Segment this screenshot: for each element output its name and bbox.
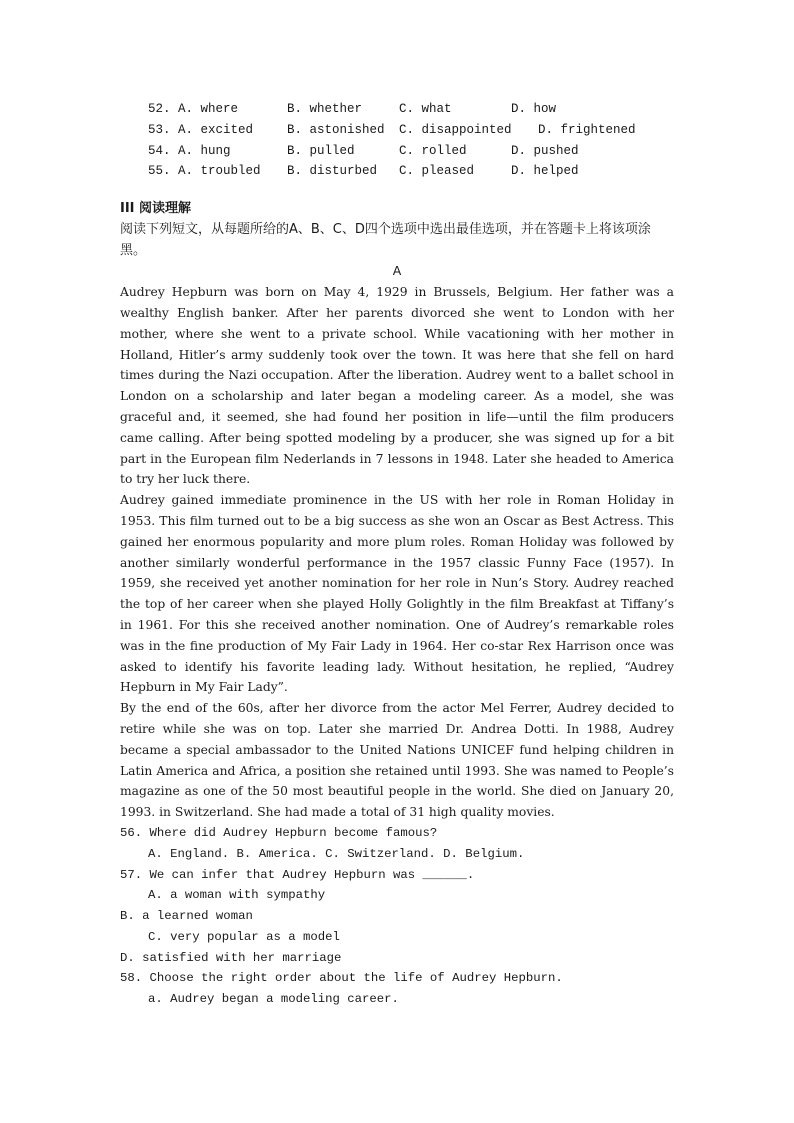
option-55-b: B. disturbed — [287, 164, 378, 179]
option-53-d: D. frightened — [538, 122, 636, 137]
question-56: 56. Where did Audrey Hepburn become famous? — [120, 825, 438, 840]
question-57-option-d: D. satisfied with her marriage — [120, 950, 342, 965]
passage-paragraph-2: Audrey gained immediate prominence in the US with her role in Roman Holiday in 1953. This film turned out to be a big success as she won an Oscar as Best Actress. This gained her enormous popularity and more plum roles. Roman Holiday was followed by another similarly wonderful performance in the 1957 classic Funny Face (1957). In 1959, she received yet another nomination for her role in Nun’s Story. Audrey reached the top of her career when she played Holly Golightly in the film Breakfast at Tiffany’s in 1961. For this she received another nomination. One of Audrey’s remarkable roles was in the fine production of My Fair Lady in 1964. Her co-star Rex Harrison once was asked to identify his favorite leading lady. Without hesitation, he replied, “Audrey Hepburn in My Fair Lady”. — [120, 493, 674, 695]
passage-paragraph-1: Audrey Hepburn was born on May 4, 1929 in Brussels, Belgium. Her father was a wealthy English banker. After her parents divorced she went to London with her mother, where she went to a private school. While vacationing with her mother in Holland, Hitler’s army suddenly took over the town. It was here that she fell on hard times during the Nazi occupation. After the liberation. Audrey went to a ballet school in London on a scholarship and later began a modeling career. As a model, she was graceful and, it seemed, she had found her position in life—until the film producers came calling. After being spotted modeling by a producer, she was signed up for a bit part in the European film Nederlands in 7 lessons in 1948. Later she headed to America to try her luck there. — [120, 285, 674, 487]
section-title: III 阅读理解 — [120, 201, 192, 216]
option-54-d: D. pushed — [511, 143, 579, 158]
option-55-a: 55. A. troubled — [148, 164, 261, 179]
option-54-a: 54. A. hung — [148, 143, 231, 158]
option-54-b: B. pulled — [287, 143, 355, 158]
passage-label: A — [392, 263, 402, 279]
section-instruction: 阅读下列短文，从每题所给的A、B、C、D四个选项中选出最佳选项，并在答题卡上将该项涂黑。 — [120, 221, 651, 258]
option-52-c: C. what — [399, 102, 452, 116]
option-53-c: C. disappointed — [399, 122, 512, 137]
option-52-d: D. how — [511, 102, 557, 116]
question-56-options: A. England. B. America. C. Switzerland. D. Belgium. — [148, 846, 525, 861]
option-55-d: D. helped — [511, 164, 579, 179]
question-58-item-a: a. Audrey began a modeling career. — [148, 992, 399, 1007]
option-54-c: C. rolled — [399, 143, 467, 158]
option-52-b: B. whether — [287, 102, 363, 116]
option-53-a: 53. A. excited — [148, 122, 254, 137]
question-57-option-a: A. a woman with sympathy — [148, 888, 326, 903]
question-57-option-c: C. very popular as a model — [148, 929, 340, 944]
passage-paragraph-3: By the end of the 60s, after her divorce from the actor Mel Ferrer, Audrey decided to retire while she was on top. Later she married Dr. Andrea Dotti. In 1988, Audrey became a special ambassador to the United Nations UNICEF fund helping children in Latin America and Africa, a position she retained until 1993. She was named to People’s magazine as one of the 50 most beautiful people in the world. She died on January 20, 1993. in Switzerland. She had made a total of 31 high quality movies. — [120, 701, 674, 820]
question-57: 57. We can infer that Audrey Hepburn was ______. — [120, 867, 475, 882]
option-52-a: 52. A. where — [148, 102, 239, 116]
option-53-b: B. astonished — [287, 122, 385, 137]
question-57-option-b: B. a learned woman — [120, 909, 253, 924]
reading-section — [120, 199, 674, 1010]
question-58: 58. Choose the right order about the life of Audrey Hepburn. — [120, 971, 563, 986]
option-55-c: C. pleased — [399, 164, 475, 179]
